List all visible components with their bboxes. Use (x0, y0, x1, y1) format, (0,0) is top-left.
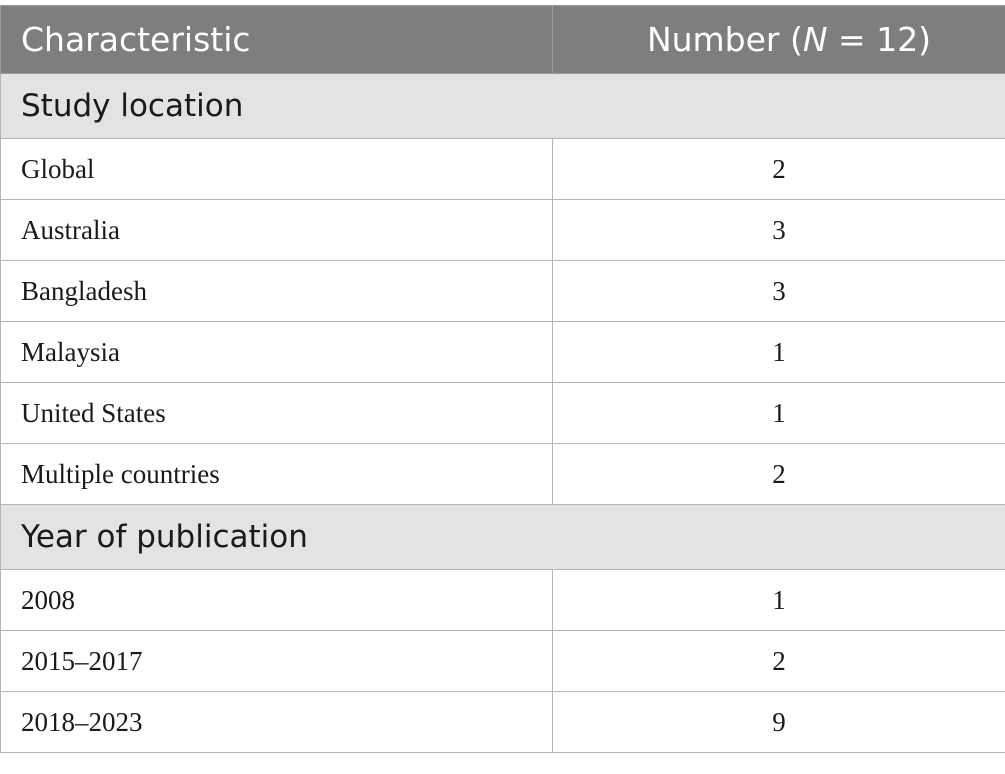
row-value: 3 (553, 200, 1005, 261)
table-row (1, 139, 1005, 200)
table-row (1, 631, 1005, 692)
table-header (1, 6, 1005, 74)
table-row (1, 261, 1005, 322)
row-label: 2018–2023 (1, 692, 553, 753)
row-value: 2 (553, 139, 1005, 200)
header-number-n: N (802, 20, 828, 59)
row-label: Australia (1, 200, 553, 261)
row-value: 1 (553, 322, 1005, 383)
table-body (1, 74, 1005, 753)
table-row (1, 200, 1005, 261)
section-title: Study location (1, 74, 1005, 139)
row-value: 2 (553, 631, 1005, 692)
header-number-suffix: = 12) (827, 20, 932, 59)
row-value: 1 (553, 383, 1005, 444)
row-label: Multiple countries (1, 444, 553, 505)
row-value: 9 (553, 692, 1005, 753)
row-label: Bangladesh (1, 261, 553, 322)
header-row (1, 6, 1005, 74)
row-value: 2 (553, 444, 1005, 505)
row-label: United States (1, 383, 553, 444)
row-value: 1 (553, 570, 1005, 631)
header-number-prefix: Number ( (646, 20, 803, 59)
row-label: 2015–2017 (1, 631, 553, 692)
section-title: Year of publication (1, 505, 1005, 570)
table-row (1, 322, 1005, 383)
row-label: 2008 (1, 570, 553, 631)
section-row-year-of-publication (1, 505, 1005, 570)
row-label: Malaysia (1, 322, 553, 383)
table-row (1, 692, 1005, 753)
header-characteristic: Characteristic (1, 6, 553, 74)
table-row (1, 444, 1005, 505)
characteristics-table (0, 5, 1005, 753)
section-row-study-location (1, 74, 1005, 139)
header-number (553, 6, 1005, 74)
table-row (1, 383, 1005, 444)
row-label: Global (1, 139, 553, 200)
table-row (1, 570, 1005, 631)
row-value: 3 (553, 261, 1005, 322)
